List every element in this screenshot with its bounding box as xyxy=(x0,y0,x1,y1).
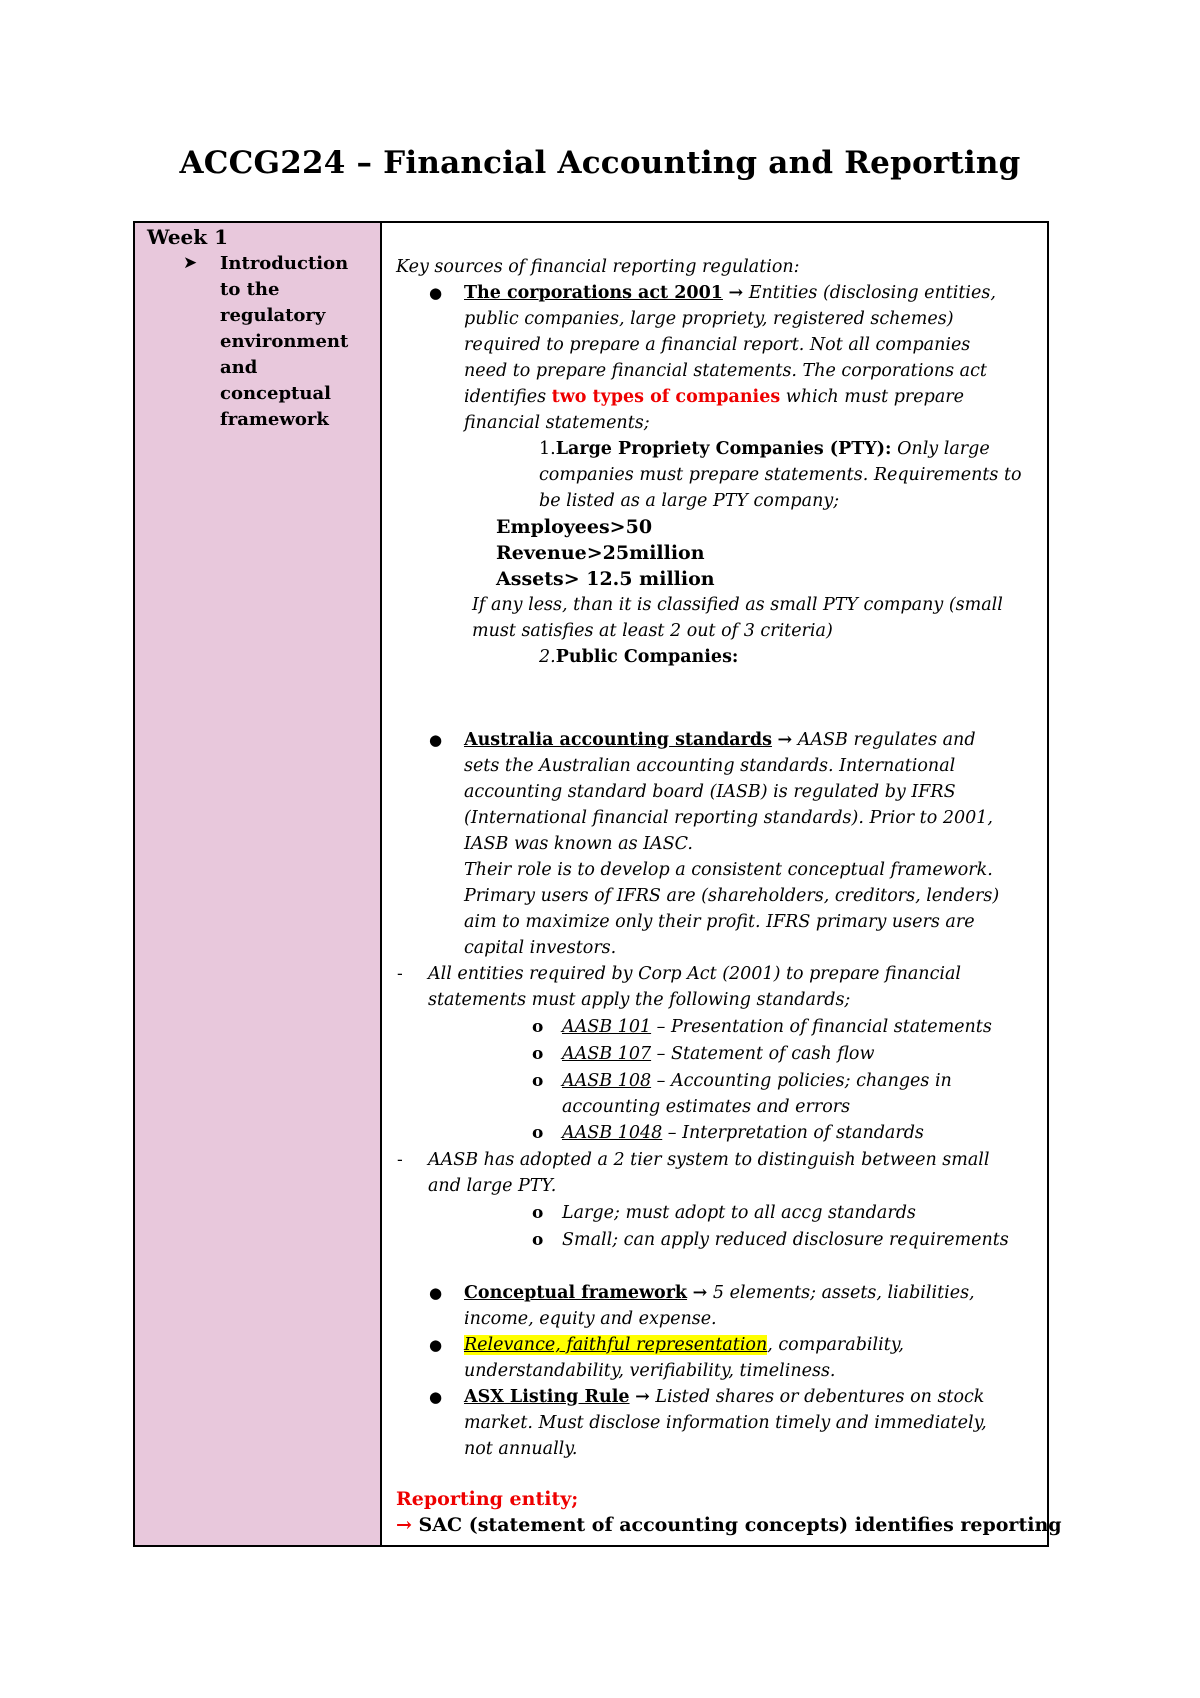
intro-text: Key sources of financial reporting regulation: xyxy=(396,257,800,277)
arrow-icon: → xyxy=(396,1514,412,1536)
asx-text: not annually. xyxy=(464,1439,578,1459)
aas-text: Primary users of IFRS are (shareholders, creditors, lenders) xyxy=(464,886,1000,906)
tier-item: Small; can apply reduced disclosure requirements xyxy=(562,1230,1009,1250)
corp-text: need to prepare financial statements. The corporations act xyxy=(464,361,987,381)
asx-text: Listed shares or debentures on stock xyxy=(649,1387,985,1407)
small-pty-text: If any less, than it is classified as small PTY company (small xyxy=(472,595,1003,615)
topic-line: Introduction xyxy=(220,253,349,274)
standard-item xyxy=(562,1068,952,1094)
aas-text: IASB was known as IASC. xyxy=(464,834,693,854)
tier-text: AASB has adopted a 2 tier system to distinguish between small xyxy=(428,1150,990,1170)
relevance-highlight: Relevance, faithful representation xyxy=(464,1335,768,1355)
topic-title xyxy=(220,251,370,433)
asx-heading: ASX Listing Rule xyxy=(464,1387,630,1407)
arrow-icon: → xyxy=(635,1387,650,1407)
arrow-bullet-icon: ➤ xyxy=(183,253,198,273)
criteria-employees: Employees>50 xyxy=(496,516,653,538)
standard-code: AASB 101 xyxy=(562,1017,652,1037)
cf-text: income, equity and expense. xyxy=(464,1309,717,1329)
standard-code: AASB 108 xyxy=(562,1071,652,1091)
pty-text: companies must prepare statements. Requirements to xyxy=(539,465,1022,485)
aas-text: sets the Australian accounting standards. International xyxy=(464,756,956,776)
sub-bullet-icon: o xyxy=(532,1017,544,1037)
standard-item xyxy=(562,1014,992,1040)
bullet-icon: ● xyxy=(429,1336,443,1354)
bullet-icon: ● xyxy=(429,1388,443,1406)
arrow-icon: → xyxy=(728,283,744,303)
standard-item xyxy=(562,1041,874,1067)
cf-text: 5 elements; assets, liabilities, xyxy=(707,1283,975,1303)
rel-line xyxy=(464,1332,904,1358)
aas-text: accounting standard board (IASB) is regulated by IFRS xyxy=(464,782,956,802)
arrow-icon: → xyxy=(692,1283,708,1303)
two-types-highlight: two types of companies xyxy=(551,387,781,407)
public-heading: Public Companies: xyxy=(555,647,739,667)
dash-icon: - xyxy=(397,964,403,984)
notes-column xyxy=(382,223,1062,1545)
entities-text: All entities required by Corp Act (2001) to prepare financial xyxy=(428,964,962,984)
cf-heading: Conceptual framework xyxy=(464,1283,688,1303)
tier-text: and large PTY. xyxy=(428,1176,557,1196)
pty-text: Only large xyxy=(891,439,990,459)
aas-text: AASB regulates and xyxy=(792,730,976,750)
sub-bullet-icon: o xyxy=(532,1071,544,1091)
corp-text: which must prepare xyxy=(780,387,964,407)
sub-bullet-icon: o xyxy=(532,1230,544,1250)
bullet-icon: ● xyxy=(429,731,443,749)
rel-text: , comparability, xyxy=(767,1335,904,1355)
criteria-assets: Assets> 12.5 million xyxy=(496,568,715,590)
topic-line: conceptual xyxy=(220,383,331,404)
standard-code: AASB 1048 xyxy=(562,1123,663,1143)
pty-text: be listed as a large PTY company; xyxy=(539,491,840,511)
sub-bullet-icon: o xyxy=(532,1203,544,1223)
corp-heading: The corporations act 2001 xyxy=(464,283,723,303)
topic-line: environment xyxy=(220,331,349,352)
bullet-icon: ● xyxy=(429,1284,443,1302)
topic-line: to the xyxy=(220,279,280,300)
corp-line xyxy=(464,280,996,306)
asx-text: market. Must disclose information timely and immediately, xyxy=(464,1413,987,1433)
aas-text: aim to maximize only their profit. IFRS primary users are xyxy=(464,912,975,932)
pty-number: 1. xyxy=(539,439,556,459)
standard-desc: – Interpretation of standards xyxy=(662,1123,924,1143)
sub-bullet-icon: o xyxy=(532,1044,544,1064)
corp-text: Entities (disclosing entities, xyxy=(743,283,996,303)
reporting-line xyxy=(396,1512,1062,1538)
reporting-text: SAC (statement of accounting concepts) identifies reporting xyxy=(411,1514,1062,1536)
dash-icon: - xyxy=(397,1150,403,1170)
corp-text: financial statements; xyxy=(464,413,650,433)
reporting-heading: Reporting entity; xyxy=(396,1488,579,1510)
asx-line xyxy=(464,1384,984,1410)
aas-text: capital investors. xyxy=(464,938,617,958)
topic-line: regulatory xyxy=(220,305,326,326)
topic-line: and xyxy=(220,357,258,378)
tier-item: Large; must adopt to all accg standards xyxy=(562,1203,916,1223)
corp-text: public companies, large propriety, registered schemes) xyxy=(464,309,954,329)
standard-desc: – Presentation of financial statements xyxy=(651,1017,992,1037)
standard-desc: – Statement of cash flow xyxy=(651,1044,875,1064)
sub-bullet-icon: o xyxy=(532,1123,544,1143)
page-title: ACCG224 – Financial Accounting and Reporting xyxy=(179,145,1021,181)
topic-column xyxy=(135,223,382,1545)
topic-line: framework xyxy=(220,409,329,430)
corp-line xyxy=(464,384,964,410)
public-line xyxy=(539,644,738,670)
criteria-revenue: Revenue>25million xyxy=(496,542,705,564)
standard-item xyxy=(562,1120,924,1146)
aas-line xyxy=(464,727,976,753)
aas-heading: Australia accounting standards xyxy=(464,730,772,750)
public-number: 2. xyxy=(539,647,556,667)
rel-text: understandability, verifiability, timeliness. xyxy=(464,1361,836,1381)
standard-desc-cont: accounting estimates and errors xyxy=(562,1097,851,1117)
notes-table xyxy=(133,221,1062,1547)
corp-text: required to prepare a financial report. Not all companies xyxy=(464,335,971,355)
aas-text: Their role is to develop a consistent conceptual framework. xyxy=(464,860,993,880)
cf-line xyxy=(464,1280,975,1306)
entities-text: statements must apply the following standards; xyxy=(428,990,851,1010)
week-label: Week 1 xyxy=(147,225,229,249)
pty-line xyxy=(539,436,990,462)
bullet-icon: ● xyxy=(429,284,443,302)
standard-code: AASB 107 xyxy=(562,1044,652,1064)
pty-heading: Large Propriety Companies (PTY): xyxy=(555,439,892,459)
standard-desc: – Accounting policies; changes in xyxy=(651,1071,952,1091)
small-pty-text: must satisfies at least 2 out of 3 criteria) xyxy=(472,621,833,641)
corp-text: identifies xyxy=(464,387,552,407)
aas-text: (International financial reporting standards). Prior to 2001, xyxy=(464,808,993,828)
arrow-icon: → xyxy=(777,730,793,750)
